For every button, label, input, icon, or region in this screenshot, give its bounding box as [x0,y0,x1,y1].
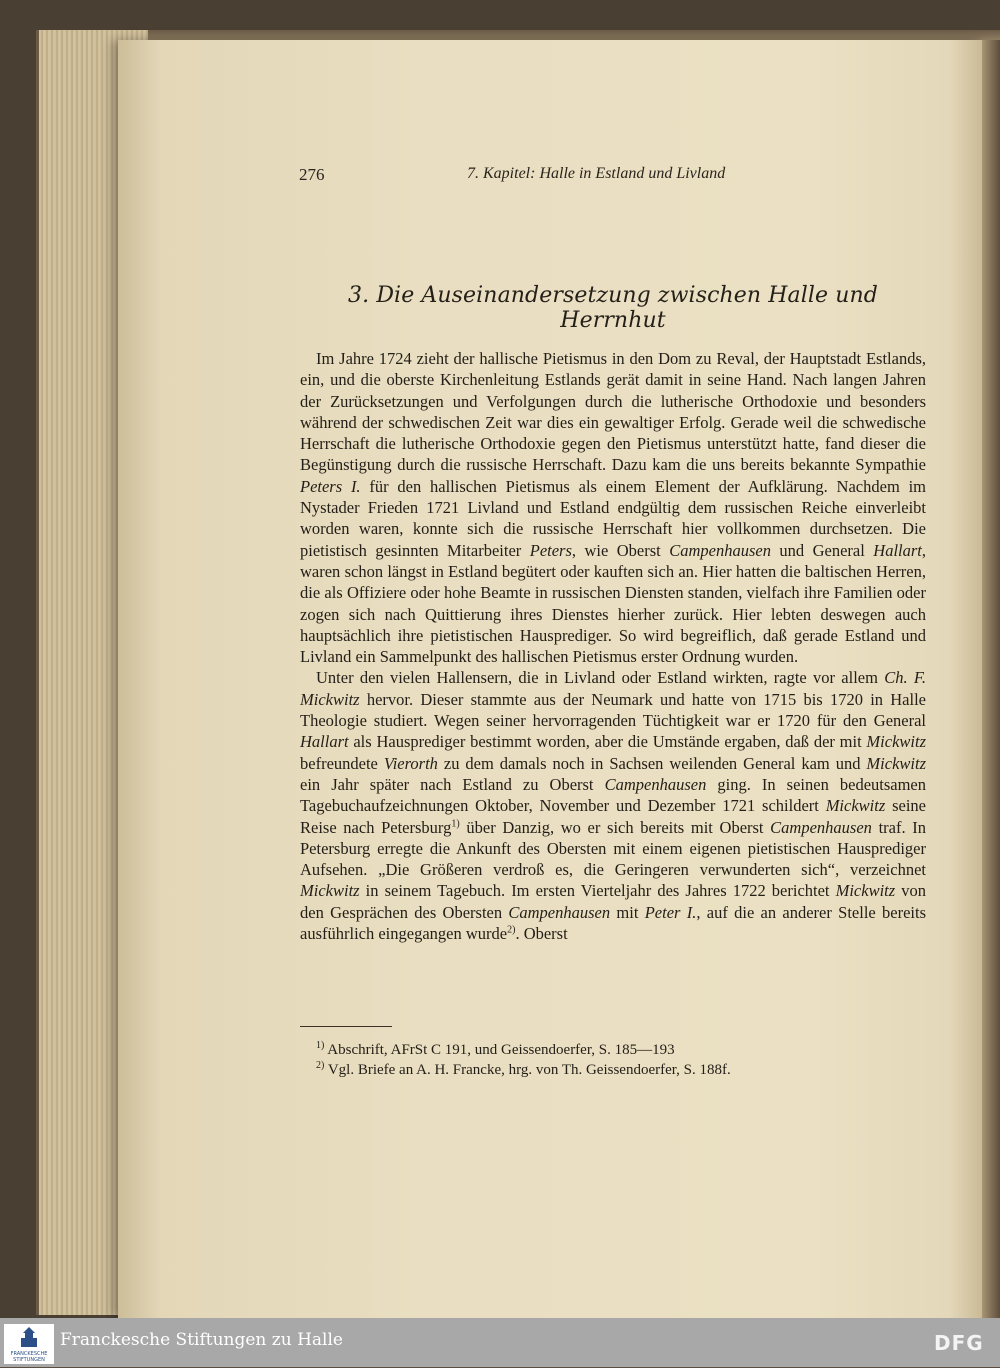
footnote-ref[interactable]: 2) [507,924,516,936]
text-run: in seinem Tagebuch. Im ersten Vierteljahr des Jahres 1722 berichtet [359,881,836,901]
emph-name: Campenhausen [604,774,707,794]
text-run: Unter den vielen Hallensern, die in Livland oder Estland wirkten, ragte vor allem [316,668,885,688]
text-run: und General [770,540,874,560]
emph-name: Mickwitz [866,732,926,752]
page-gutter-shadow [982,40,1000,1318]
emph-name: Peters [529,540,572,560]
institution-logo[interactable] [4,1324,54,1364]
text-run: zu dem damals noch in Sachsen weilenden General kam und [437,753,867,773]
text-run: . Oberst [515,924,568,944]
francke-logo-icon [4,1324,54,1364]
text-run: , wie Oberst [571,540,670,560]
dfg-logo[interactable]: DFG [934,1331,984,1355]
footnote-marker: 1) [316,1040,325,1051]
text-run: mit [610,902,645,922]
text-run: über Danzig, wo er sich bereits mit Oberst [459,817,771,837]
footnote-ref[interactable]: 1) [451,818,460,830]
institution-name[interactable]: Franckesche Stiftungen zu Halle [60,1330,343,1350]
emph-name: Mickwitz [835,881,896,901]
emph-name: Hallart [300,732,349,752]
text-run: , waren schon längst in Estland begütert oder kauften sich an. Hier hatten die baltischen Herren, die als Offiziere oder hohe Beamte in russischen Diensten standen, vielfach ihre Familien oder zogen sich nach Quittierung ihres Dienstes hierher zurück. Hier lebten deswegen auch hauptsächlich ihre pietistischen Hausprediger. So wird begreiflich, daß gerade Estland und Livland ein Sammelpunkt des hallischen Pietismus erster Ordnung wurden. [300,540,926,667]
footnote-text: Abschrift, AFrSt C 191, und Geissendoerfer, S. 185—193 [327,1042,675,1058]
running-head: 7. Kapitel: Halle in Estland und Livland [467,165,726,182]
text-run: ging. In seinen bedeutsamen Tagebuchaufzeichnungen Oktober, November und Dezember 1721 schildert [300,774,926,816]
text-run: ein Jahr später nach Estland zu Oberst [300,774,605,794]
logo-caption-1: FRANCKESCHE [10,1351,48,1357]
logo-caption-2: STIFTUNGEN [13,1357,45,1363]
emph-name: Mickwitz [825,796,886,816]
footnote-2 [316,1060,926,1080]
section-title: 3. Die Auseinandersetzung zwischen Halle und Herrnhut [348,283,878,333]
emph-name: Hallart [873,540,922,560]
emph-name: Mickwitz [300,881,360,901]
paragraph-2 [300,667,926,944]
footnote-text: Vgl. Briefe an A. H. Francke, hrg. von Th. Geissendoerfer, S. 188f. [327,1062,731,1078]
text-run: traf. In Petersburg erregte die Ankunft des Obersten mit einem eigenen pietistischen Hausprediger Aufsehen. „Die Größeren verdroß es, die Geringeren verwunderten sich“, verzeichnet [300,817,926,880]
emph-name: Vierorth [383,753,438,773]
emph-name: Peter I. [644,902,697,922]
page-number: 276 [299,165,325,184]
text-run: befreundete [300,753,384,773]
emph-name: Peters I. [300,476,361,496]
footnotes [316,1040,926,1080]
text-run: für den hallischen Pietismus als einem Element der Aufklärung. Nachdem im Nystader Frieden 1721 Livland und Estland endgültig dem russischen Reiche einverleibt worden waren, konnte sich die russische Herrschaft hier vollkommen durchsetzen. Die pietistisch gesinnten Mitarbeiter [300,476,926,560]
body-text [300,348,926,944]
paragraph-1 [300,348,926,667]
text-run: von den Gesprächen des Obersten [300,881,927,922]
emph-name: Campenhausen [669,540,771,560]
text-run: hervor. Dieser stammte aus der Neumark und hatte von 1715 bis 1720 in Halle Theologie studiert. Wegen seiner hervorragenden Tüchtigkeit war er 1720 für den General [300,689,926,731]
emph-name: Ch. F. Mickwitz [300,668,926,709]
footnote-marker: 2) [316,1060,325,1071]
footnote-divider [300,1026,392,1027]
text-run: Im Jahre 1724 zieht der hallische Pietismus in den Dom zu Reval, der Hauptstadt Estlands, ein, und die oberste Kirchenleitung Estlands gerät damit in seine Hand. Nach langen Jahren der Zurücksetzungen und Verfolgungen durch die lutherische Orthodoxie und besonders während der schwedischen Zeit war dies ein gewaltiger Erfolg. Gerade weil die schwedische Herrschaft die lutherische Orthodoxie gegen den Pietismus unterstützt hatte, fand dieser die Begünstigung durch die russische Herrschaft. Dazu kam die uns bereits bekannte Sympathie [300,349,926,475]
text-run: , auf die an anderer Stelle bereits ausführlich eingegangen wurde [300,902,926,944]
text-run: seine Reise nach Petersburg [300,796,926,837]
emph-name: Campenhausen [770,817,872,837]
emph-name: Mickwitz [866,753,926,773]
emph-name: Campenhausen [508,902,611,922]
footnote-1 [316,1040,926,1060]
text-run: als Hausprediger bestimmt worden, aber die Umstände ergaben, daß der mit [348,732,867,752]
